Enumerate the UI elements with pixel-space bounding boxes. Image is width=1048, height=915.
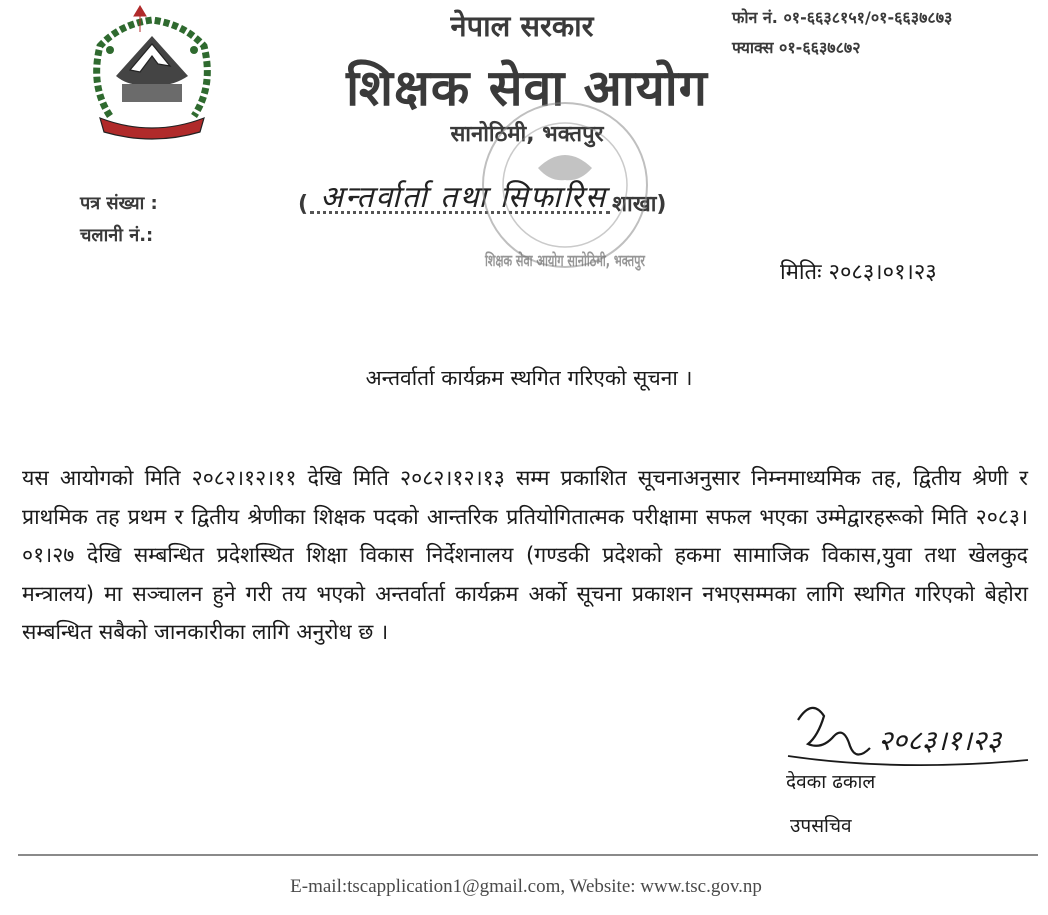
section-open-paren: ( [298, 192, 309, 217]
signatory-title: उपसचिव [790, 815, 852, 837]
signature-date: २०८३।१।२३ [878, 724, 1002, 757]
notice-body: यस आयोगको मिति २०८२।१२।११ देखि मिति २०८२।१२।१३ सम्म प्रकाशित सूचनाअनुसार निम्नमाध्यमिक तह, द्वितीय श्रेणी र प्राथमिक तह प्रथम र द्वितीय श्रेणीका शिक्षक पदको आन्तरिक प्रतियोगितात्मक परीक्षामा सफल भएका उम्मेद्वारहरूको मिति २०८३।०१।२७ देखि सम्बन्धित प्रदेशस्थित शिक्षा विकास निर्देशनालय (गण्डकी प्रदेशको हकमा सामाजिक विकास,युवा तथा खेलकुद मन्त्रालय) मा सञ्चालन हुने गरी तय भएको अन्तर्वार्ता कार्यक्रम अर्को सूचना प्रकाशन नभएसम्मका लागि स्थगित गरिएको बेहोरा सम्बन्धित सबैको जानकारीका लागि अनुरोध छ । [22, 466, 1028, 646]
footer-divider [18, 854, 1038, 856]
letter-number-label: पत्र संख्या : [80, 193, 158, 214]
stamp-text: शिक्षक सेवा आयोग सानोठिमी, भक्तपुर [485, 251, 715, 270]
footer-contact: E-mail:tscapplication1@gmail.com, Website: www.tsc.gov.np [290, 876, 762, 897]
reference-labels [80, 188, 158, 252]
official-stamp [470, 90, 715, 280]
section-handwritten-name: अन्तर्वार्ता तथा सिफारिस [320, 179, 608, 215]
phone-number: फोन नं. ०१-६६३८१५१/०१-६६३७८७३ [732, 8, 953, 27]
notice-subject: अन्तर्वार्ता कार्यक्रम स्थगित गरिएको सूचना । [365, 366, 693, 390]
government-title: नेपाल सरकार [450, 9, 594, 43]
handwritten-signature [778, 690, 1038, 780]
issue-date: मितिः २०८३।०१।२३ [780, 260, 937, 285]
commission-title: शिक्षक सेवा आयोग [346, 59, 708, 117]
signatory-name: देवका ढकाल [786, 771, 876, 793]
fax-number: फ्याक्स ०१-६६३७८७२ [732, 38, 861, 57]
section-suffix: शाखा) [612, 192, 667, 217]
dispatch-number-label: चलानी नं.: [80, 225, 154, 246]
commission-location: सानोठिमी, भक्तपुर [450, 122, 604, 147]
